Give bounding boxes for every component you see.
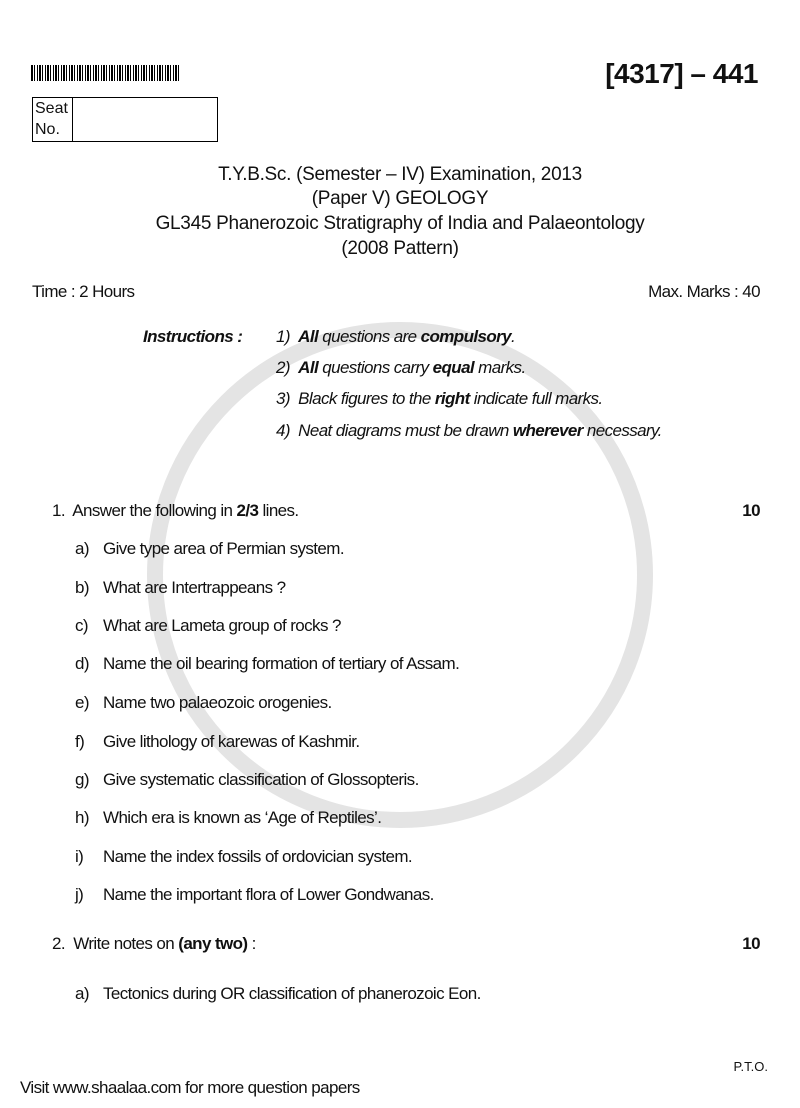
footer-visit-link[interactable]: Visit www.shaalaa.com for more question papers: [20, 1078, 360, 1097]
paper-code: [4317] – 441: [605, 58, 758, 89]
seat-number-box[interactable]: [32, 97, 218, 142]
max-marks-label: Max. Marks : 40: [648, 282, 760, 301]
question-2: 2. Write notes on (any two) :: [52, 934, 256, 953]
question-1-item-label: c): [75, 616, 88, 635]
exam-title: T.Y.B.Sc. (Semester – IV) Examination, 2013: [218, 164, 582, 185]
instructions-label: Instructions :: [143, 327, 243, 346]
instruction-item: 1) All questions are compulsory.: [276, 327, 516, 346]
question-1-item: Name two palaeozoic orogenies.: [103, 693, 332, 712]
question-1-item: What are Lameta group of rocks ?: [103, 616, 341, 635]
question-1-item-label: a): [75, 539, 89, 558]
pattern-title: (2008 Pattern): [341, 238, 459, 259]
question-1-item-label: j): [75, 885, 84, 904]
question-1-item-label: h): [75, 808, 89, 827]
question-1-marks: 10: [742, 501, 760, 520]
question-1-item: What are Intertrappeans ?: [103, 578, 286, 597]
question-1-item: Give systematic classification of Glossopteris.: [103, 770, 419, 789]
question-2-marks: 10: [742, 934, 760, 953]
question-1-item: Give type area of Permian system.: [103, 539, 344, 558]
question-1-item-label: i): [75, 847, 84, 866]
question-1-item: Give lithology of karewas of Kashmir.: [103, 732, 360, 751]
question-1-item-label: b): [75, 578, 89, 597]
question-1: 1. Answer the following in 2/3 lines.: [52, 501, 299, 520]
question-1-item: Name the oil bearing formation of tertiary of Assam.: [103, 654, 460, 673]
question-1-item-label: e): [75, 693, 89, 712]
barcode: [31, 65, 181, 81]
question-2-item-a-label: a): [75, 984, 89, 1003]
question-1-item-label: f): [75, 732, 85, 751]
question-1-item: Which era is known as ‘Age of Reptiles’.: [103, 808, 382, 827]
question-1-item: Name the index fossils of ordovician system.: [103, 847, 413, 866]
pto-label: P.T.O.: [733, 1059, 768, 1074]
instruction-item: 3) Black figures to the right indicate full marks.: [276, 389, 603, 408]
paper-title: (Paper V) GEOLOGY: [311, 188, 489, 209]
question-1-item-label: g): [75, 770, 89, 789]
seat-label: Seat No.: [33, 98, 73, 141]
question-2-item-a: Tectonics during OR classification of phanerozoic Eon.: [103, 984, 481, 1003]
time-label: Time : 2 Hours: [32, 282, 135, 301]
question-1-item-label: d): [75, 654, 89, 673]
subject-title: GL345 Phanerozoic Stratigraphy of India and Palaeontology: [155, 213, 645, 234]
question-1-item: Name the important flora of Lower Gondwanas.: [103, 885, 434, 904]
instruction-item: 2) All questions carry equal marks.: [276, 358, 526, 377]
instruction-item: 4) Neat diagrams must be drawn wherever necessary.: [276, 421, 662, 440]
